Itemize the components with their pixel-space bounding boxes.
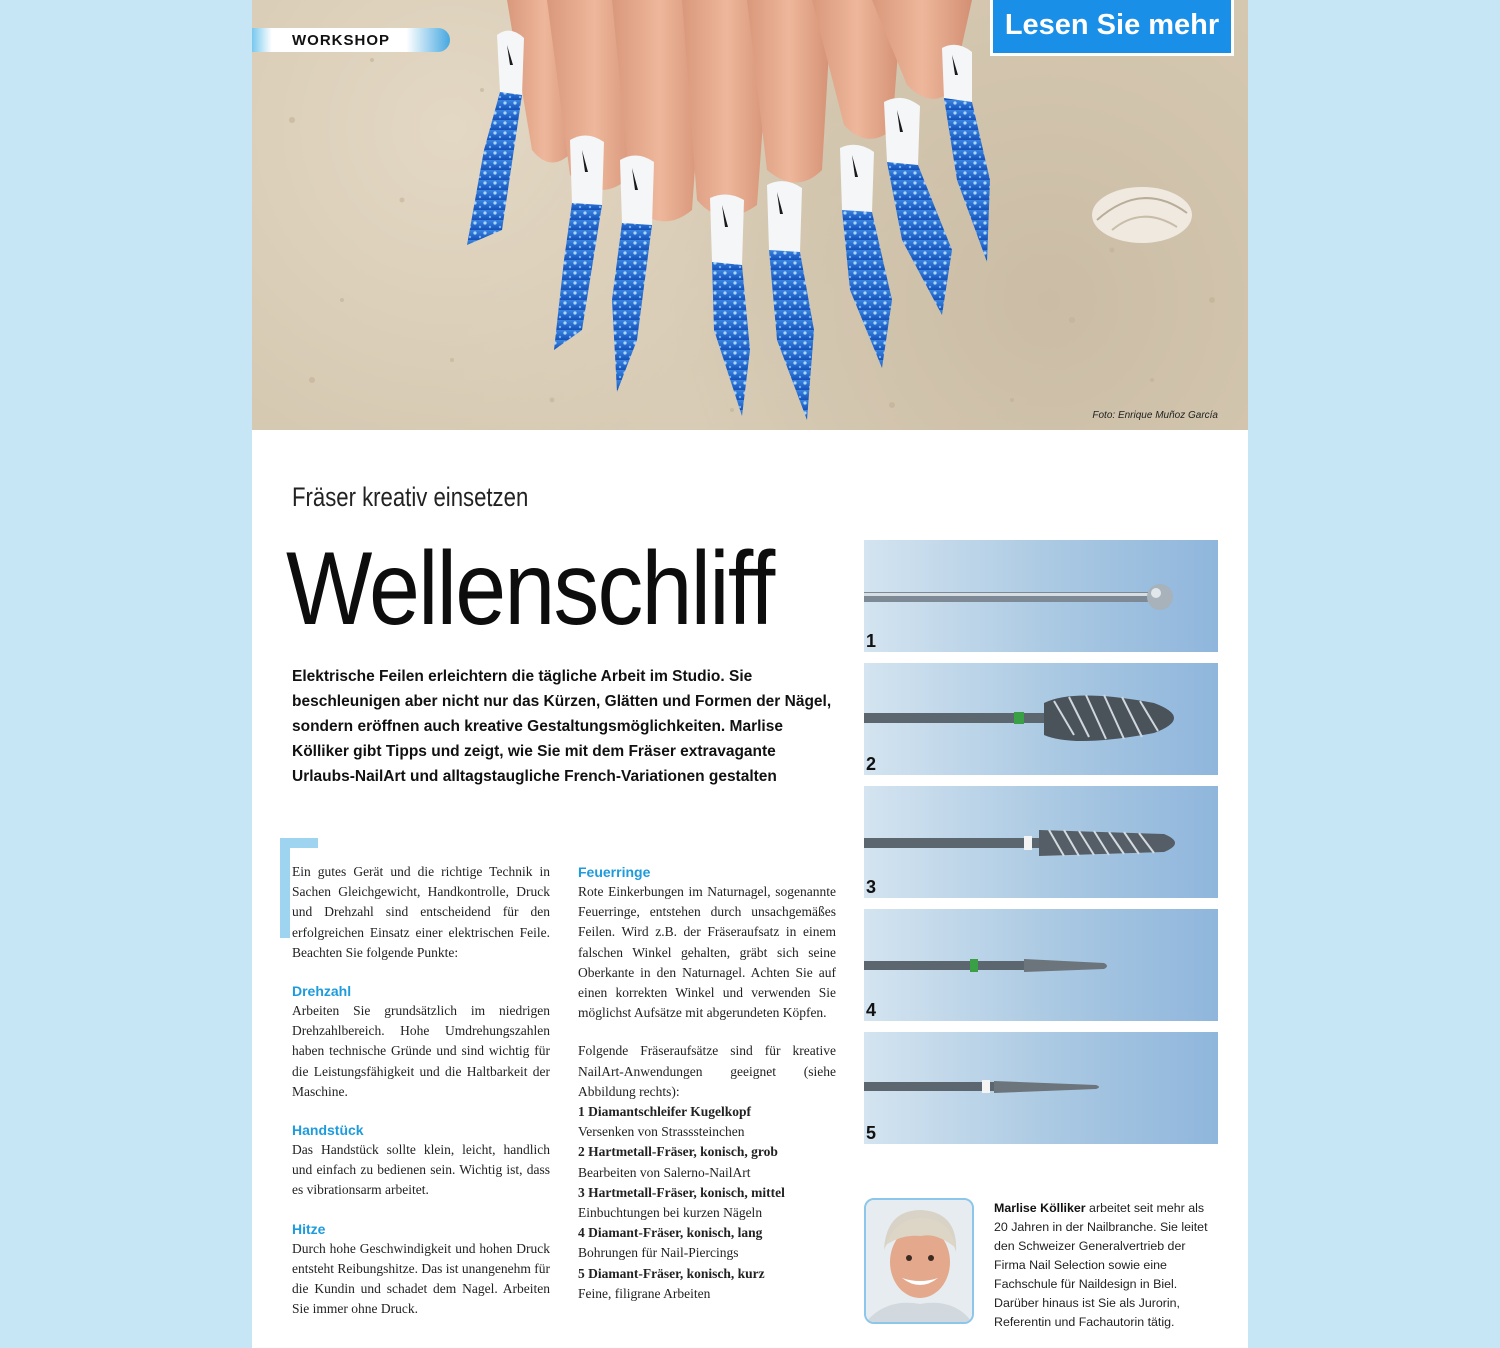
tool-title: 4 Diamant-Fräser, konisch, lang: [578, 1225, 763, 1241]
seashell: [1092, 187, 1192, 243]
tool-image-5: [864, 1032, 1218, 1144]
carbide-medium-bit-icon: [864, 786, 1218, 898]
section-text-drehzahl: Arbeiten Sie grundsätzlich im niedrigen Drehzahlbereich. Hohe Umdrehungszahlen haben technische Gründe und sind wichtig für die Leistungsfähigkeit und die Haltbarkeit der Maschine.: [292, 1003, 550, 1099]
tool-desc: Bearbeiten von Salerno-NailArt: [578, 1164, 751, 1180]
tool-title: 1 Diamantschleifer Kugelkopf: [578, 1104, 751, 1120]
tool-desc: Versenken von Strasssteinchen: [578, 1124, 745, 1140]
read-more-button[interactable]: Lesen Sie mehr: [990, 0, 1234, 56]
column-middle: [578, 862, 836, 1304]
tools-list: [578, 1102, 836, 1304]
magazine-page: [252, 0, 1248, 1348]
photo-credit: Foto: Enrique Muñoz García: [1092, 410, 1218, 421]
tool-number: 3: [866, 877, 877, 897]
article-intro: Elektrische Feilen erleichtern die tägliche Arbeit im Studio. Sie beschleunigen aber nicht nur das Kürzen, Glätten und Formen der Nägel, sondern eröffnen auch kreative Gestaltungsmöglichkeiten. Marlise Kölliker gibt Tipps und zeigt, wie Sie mit dem Fräser extravagante Urlaubs-NailArt und alltagstaugliche French-Variationen gestalten: [292, 668, 832, 785]
section-heading-handstueck: Handstück: [292, 1122, 364, 1139]
tool-number: 5: [866, 1123, 877, 1143]
diamond-short-bit-icon: [864, 1032, 1218, 1144]
section-text-handstueck: Das Handstück sollte klein, leicht, handlich und einfach zu bedienen sein. Wichtig ist, dass es vibrationsarm arbeitet.: [292, 1142, 550, 1198]
tool-desc: Bohrungen für Nail-Piercings: [578, 1245, 739, 1261]
lead-paragraph: Ein gutes Gerät und die richtige Technik in Sachen Gleichgewicht, Handkontrolle, Druck und Drehzahl sind entscheidend für den erfolgreichen Einsatz einer elektrischen Feile. Beachten Sie folgende Punkte:: [292, 864, 550, 960]
tool-number: 1: [866, 631, 877, 651]
hero-photo-nails-on-sand: [252, 0, 1248, 430]
carbide-coarse-bit-icon: [864, 663, 1218, 775]
author-bio: [994, 1199, 1220, 1332]
article-kicker: Fräser kreativ einsetzen: [292, 482, 529, 512]
column-left: [292, 862, 550, 1337]
section-text-hitze: Durch hohe Geschwindigkeit und hohen Druck entsteht Reibungshitze. Das ist unangenehm für die Kundin und schadet dem Nagel. Arbeiten Sie immer ohne Druck.: [292, 1240, 550, 1317]
tool-title: 2 Hartmetall-Fräser, konisch, grob: [578, 1144, 778, 1160]
list-item: [578, 1183, 836, 1223]
list-item: [578, 1102, 836, 1142]
workshop-tag: [252, 28, 450, 52]
article-title: Wellenschliff: [286, 531, 774, 647]
list-item: [578, 1223, 836, 1263]
tool-image-4: [864, 909, 1218, 1021]
list-item: [578, 1264, 836, 1304]
tool-number: 4: [866, 1000, 877, 1020]
section-heading-drehzahl: Drehzahl: [292, 983, 352, 1000]
tool-image-3: [864, 786, 1218, 898]
list-item: [578, 1142, 836, 1182]
tool-images: [864, 540, 1218, 1155]
section-text-feuerringe: Rote Einkerbungen im Naturnagel, sogenannte Feuerringe, entstehen durch unsachgemäßes Feilen. Wird z.B. der Fräseraufsatz in einem falschen Winkel gehalten, gräbt sich seine Oberkante in den Naturnagel. Achten Sie auf einen korrekten Winkel und verwenden Sie möglichst Aufsätze mit abgerundeten Köpfen.: [578, 884, 836, 1021]
tool-image-2: [864, 663, 1218, 775]
author-avatar: [864, 1198, 974, 1324]
tool-desc: Einbuchtungen bei kurzen Nägeln: [578, 1205, 763, 1221]
ball-diamond-bit-icon: [864, 540, 1218, 652]
author-bio-text: arbeitet seit mehr als 20 Jahren in der Nailbranche. Sie leitet den Schweizer Generalvertrieb der Firma Nail Selection sowie eine Fachschule für Naildesign in Biel. Darüber hinaus ist Sie als Jurorin, Referentin und Fachautorin tätig.: [994, 1201, 1208, 1329]
diamond-long-bit-icon: [864, 909, 1218, 1021]
tool-title: 5 Diamant-Fräser, konisch, kurz: [578, 1265, 765, 1281]
tools-intro: Folgende Fräseraufsätze sind für kreative NailArt-Anwendungen geeignet (siehe Abbildung rechts):: [578, 1043, 836, 1099]
section-heading-feuerringe: Feuerringe: [578, 864, 651, 880]
workshop-label: WORKSHOP: [292, 32, 390, 49]
hand-illustration: [252, 0, 1248, 430]
author-portrait-icon: [866, 1200, 972, 1322]
section-heading-hitze: Hitze: [292, 1220, 326, 1237]
tool-number: 2: [866, 754, 877, 774]
tool-desc: Feine, filigrane Arbeiten: [578, 1285, 711, 1301]
tool-image-1: [864, 540, 1218, 652]
tool-title: 3 Hartmetall-Fräser, konisch, mittel: [578, 1184, 785, 1200]
author-name: Marlise Kölliker: [994, 1201, 1086, 1215]
